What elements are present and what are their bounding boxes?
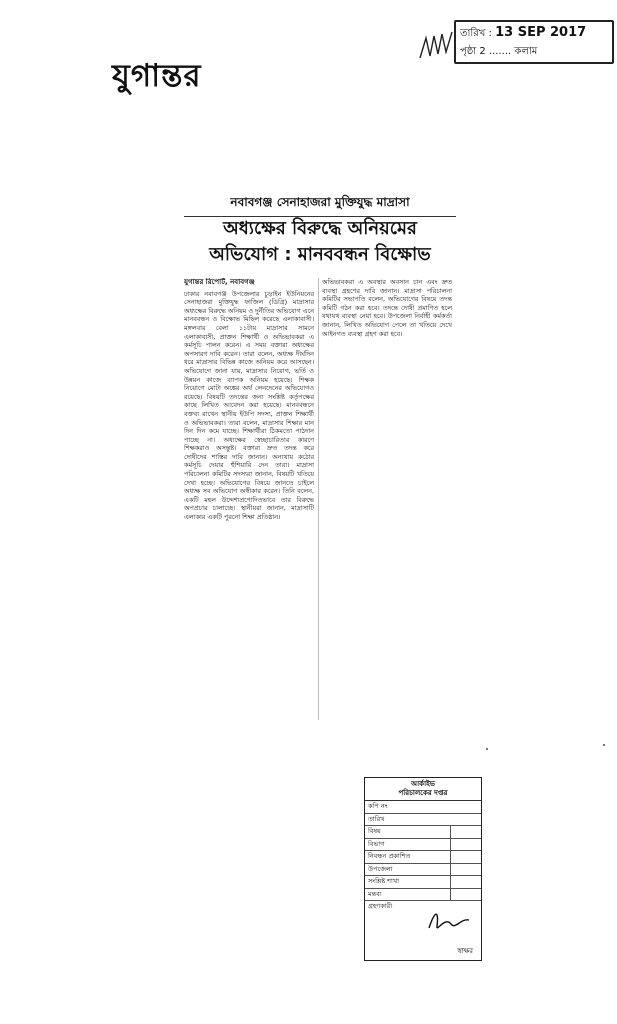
article-byline: যুগান্তর রিপোর্ট, নবাবগঞ্জ <box>184 278 255 286</box>
newspaper-masthead: যুগান্তর <box>112 58 202 94</box>
archive-row-label: বিভাগ <box>368 839 385 848</box>
article-kicker: নবাবগঞ্জ সেনাহাজরা মুক্তিযুদ্ধ মাদ্রাসা <box>184 194 456 217</box>
speck <box>603 744 605 746</box>
archive-record-form <box>364 777 482 961</box>
article-body-right: অভিভাবকরা এ অবস্থার অবসান চান এবং দ্রুত ব্যবস্থা গ্রহণের দাবি জানান। মাদ্রাসা পরিচালনা কমিটির সভাপতি বলেন, অভিযোগের বিষয়ে তদন্ত কমিটি গঠন করা হবে। তদন্তে দোষী প্রমাণিত হলে যথাযথ ব্যবস্থা নেয়া হবে। উপজেলা নির্বাহী কর্মকর্তা জানান, লিখিত অভিযোগ পেলে তা খতিয়ে দেখে আইনগত ব্যবস্থা গ্রহণ করা হবে। <box>322 278 452 338</box>
archive-row <box>365 826 481 839</box>
handwritten-signature <box>425 906 473 936</box>
headline-line-1: অধ্যক্ষের বিরুদ্ধে অনিয়মের <box>223 218 417 239</box>
archive-row-label: গ্রহণকারী <box>368 902 393 910</box>
archive-title-line-2: পরিচালকের দপ্তর <box>398 789 448 797</box>
archive-row <box>365 814 481 827</box>
archive-title-line-1: আর্কাইভ <box>411 780 435 788</box>
newspaper-clipping <box>184 194 456 724</box>
stamp-date: 13 SEP 2017 <box>495 25 587 40</box>
article-headline <box>184 216 456 268</box>
scribble-mark <box>418 28 458 68</box>
archive-row-label: মন্তব্য <box>368 889 382 898</box>
archive-row-label: কপি নং <box>368 802 388 810</box>
archive-row <box>365 851 481 864</box>
archive-row <box>365 889 481 902</box>
archive-row-label: উপজেলা <box>368 864 393 873</box>
article-body-left: ঢাকার নবাবগঞ্জ উপজেলার চুড়াইন ইউনিয়নের সেনাহাজরা মুক্তিযুদ্ধ ফাজিল (ডিগ্রি) মাদ্রাসার অধ্যক্ষের বিরুদ্ধে অনিয়ম ও দুর্নীতির অভিযোগ এনে মানববন্ধন ও বিক্ষোভ মিছিল করেছে এলাকাবাসী। মঙ্গলবার বেলা ১১টায় মাদ্রাসার সামনে এলাকাবাসী, প্রাক্তন শিক্ষার্থী ও অভিভাবকরা এ কর্মসূচি পালন করেন। এ সময় বক্তারা অধ্যক্ষের অপসারণ দাবি করেন। তারা বলেন, অধ্যক্ষ দীর্ঘদিন ধরে মাদ্রাসার বিভিন্ন কাজে অনিয়ম করে আসছেন। অভিযোগে জানা যায়, মাদ্রাসার নিয়োগ, ভর্তি ও উন্নয়ন কাজে ব্যাপক অনিয়ম হয়েছে। শিক্ষক নিয়োগে মোটা অঙ্কের অর্থ লেনদেনের অভিযোগও রয়েছে। বিষয়টি তদন্তের জন্য সংশ্লিষ্ট কর্তৃপক্ষের কাছে লিখিত আবেদন করা হয়েছে। মানববন্ধনে বক্তব্য রাখেন স্থানীয় ইউপি সদস্য, প্রাক্তন শিক্ষার্থী ও অভিভাবকরা। তারা বলেন, মাদ্রাসার শিক্ষার মান দিন দিন কমে যাচ্ছে। শিক্ষার্থীরা ঠিকমতো পাঠদান পাচ্ছে না। অধ্যক্ষের স্বেচ্ছাচারিতার কারণে শিক্ষকরাও অসন্তুষ্ট। বক্তারা দ্রুত তদন্ত করে দোষীদের শাস্তির দাবি জানান। অন্যথায় কঠোর কর্মসূচি দেয়ার হুঁশিয়ারি দেন তারা। মাদ্রাসা পরিচালনা কমিটির সদস্যরা জানান, বিষয়টি খতিয়ে দেখা হচ্ছে। অভিযোগের বিষয়ে জানতে চাইলে অধ্যক্ষ সব অভিযোগ অস্বীকার করেন। তিনি বলেন, একটি মহল উদ্দেশ্যপ্রণোদিতভাবে তার বিরুদ্ধে অপপ্রচার চালাচ্ছে। স্থানীয়রা জানান, মাদ্রাসাটি এলাকার একটি পুরনো শিক্ষা প্রতিষ্ঠান। <box>184 289 314 522</box>
article-column-right <box>322 278 452 388</box>
archive-sign-label: স্বাক্ষর <box>457 947 473 955</box>
article-column-left <box>184 278 314 720</box>
column-divider <box>318 278 319 720</box>
archive-row-label: বিষয় <box>368 827 381 835</box>
speck <box>486 748 488 750</box>
stamp-date-label: তারিখ <box>460 28 486 39</box>
archive-row <box>365 864 481 877</box>
archive-row-label: সংশ্লিষ্ট শাখা <box>368 877 400 885</box>
stamp-page-label: পৃষ্ঠা <box>460 46 477 57</box>
headline-line-2: অভিযোগ : মানববন্ধন বিক্ষোভ <box>209 244 431 265</box>
archive-form-title <box>365 778 481 801</box>
archive-row-label: তারিখ <box>368 814 385 823</box>
archive-row <box>365 801 481 814</box>
archive-row <box>365 839 481 852</box>
archive-row-label: নিবন্ধন প্রকাশিত <box>368 852 411 860</box>
date-stamp: তারিখ : 13 SEP 2017 পৃষ্ঠা 2 ....... কলাম <box>454 20 614 64</box>
archive-row <box>365 876 481 889</box>
stamp-page-value: 2 <box>479 46 486 57</box>
stamp-column-label: কলাম <box>514 46 538 57</box>
